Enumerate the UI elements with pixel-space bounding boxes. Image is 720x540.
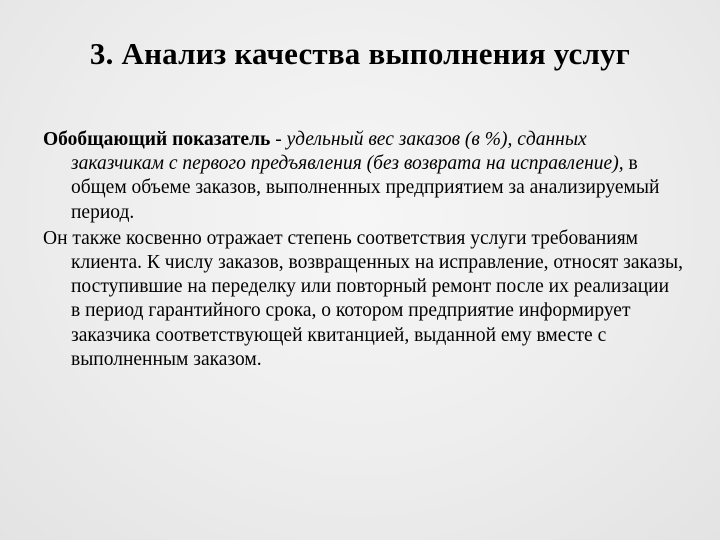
- paragraph-explanation: Он также косвенно отражает степень соответствия услуги требованиям клиента. К числу заказов, возвращенных на исправление, относят заказы, поступившие на переделку или повторный ремонт после их реализации в период гарантийного срока, о котором предприятие информирует заказчика соответствующей квитанцией, выданной ему вместе с выполненным заказом.: [43, 227, 684, 370]
- slide-title: 3. Анализ качества выполнения услуг: [89, 36, 631, 71]
- definition-rest: в общем объеме заказов, выполненных предприятием за анализируемый период.: [71, 153, 660, 223]
- slide-body: [43, 128, 683, 372]
- definition-dash: -: [270, 129, 287, 150]
- indicator-term: Обобщающий показатель: [43, 129, 271, 150]
- definition-italic: удельный вес заказов (в %), сданных заказчикам с первого предъявления (без возврата на исправление),: [71, 129, 624, 175]
- paragraph-definition: [43, 128, 683, 225]
